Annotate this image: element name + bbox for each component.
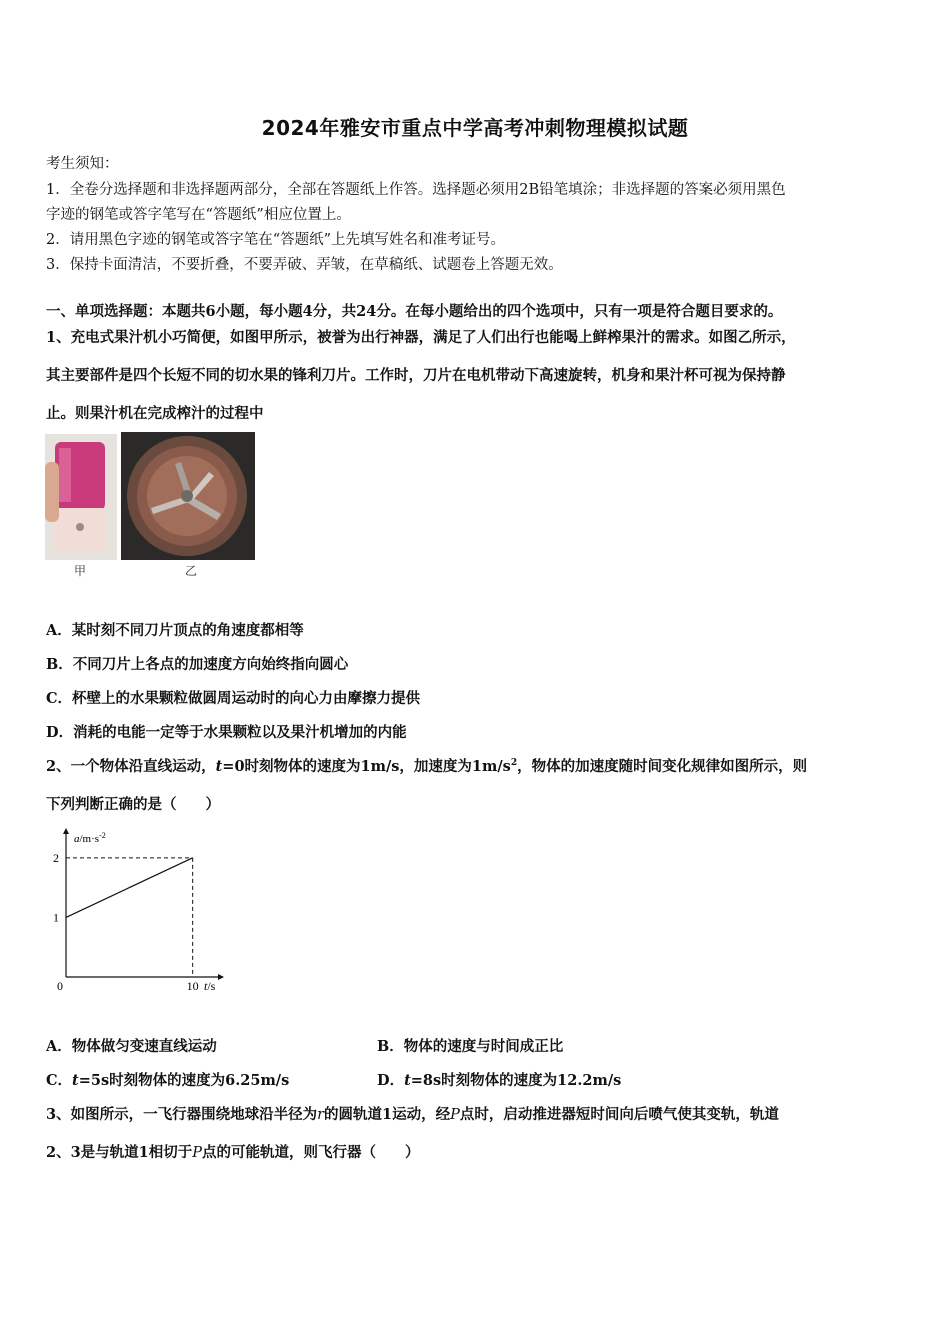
q1-stem-3: 止。则果汁机在完成榨汁的过程中 <box>46 405 264 422</box>
q2-option-b: B．物体的速度与时间成正比 <box>377 1038 564 1055</box>
q3-p1: P <box>450 1107 460 1123</box>
x-tick-label: 10 <box>186 979 199 993</box>
q3-p2: P <box>192 1145 203 1161</box>
y-label-unit: /m·s <box>79 833 100 845</box>
q3-part1: 3、如图所示，一飞行器围绕地球沿半径为 <box>46 1106 318 1123</box>
q2-option-d-label: D． <box>377 1072 405 1089</box>
q3-stem-1 <box>46 1103 779 1124</box>
notice-item-1a: 1．全卷分选择题和非选择题两部分，全部在答题纸上作答。选择题必须用2B铅笔填涂；非选择题的答案必须用黑色 <box>46 182 786 198</box>
q3-part2: 的圆轨道1运动，经 <box>324 1106 451 1123</box>
y-label-var: a <box>74 833 80 845</box>
x-axis-label <box>204 979 216 993</box>
q1-stem-1: 1、充电式果汁机小巧简便，如图甲所示，被誉为出行神器，满足了人们出行也能喝上鲜榨果汁的需求。如图乙所示， <box>46 329 796 346</box>
q3-part3: 点时，启动推进器短时间向后喷气使其变轨，轨道 <box>459 1106 779 1123</box>
x-axis-arrow <box>218 974 224 980</box>
y-tick-label: 2 <box>53 850 59 865</box>
notice-item-1b: 字迹的钢笔或答字笔写在“答题纸”相应位置上。 <box>46 207 351 223</box>
x-label-var: t <box>204 979 208 993</box>
q2-option-d-text: =8s时刻物体的速度为12.2m/s <box>410 1072 622 1089</box>
acceleration-time-chart <box>40 820 240 1000</box>
q2-option-c-text: =5s时刻物体的速度为6.25m/s <box>78 1072 290 1089</box>
q3-r: r <box>317 1107 325 1123</box>
q3-stem-2 <box>46 1141 420 1162</box>
q2-option-c-label: C． <box>46 1072 73 1089</box>
notice-heading: 考生须知： <box>46 156 119 172</box>
q2-stem-t: t <box>215 758 223 775</box>
q1-option-c: C．杯壁上的水果颗粒做圆周运动时的向心力由摩擦力提供 <box>46 690 421 707</box>
q2-stem-part3: ，物体的加速度随时间变化规律如图所示，则 <box>517 758 808 775</box>
q3-part5: 点的可能轨道，则飞行器（ ） <box>202 1144 420 1161</box>
q2-stem-part2: =0时刻物体的速度为1m/s，加速度为1m/s <box>222 758 511 775</box>
q1-stem-2: 其主要部件是四个长短不同的切水果的锋利刀片。工作时，刀片在电机带动下高速旋转，机身和果汁杯可视为保持静 <box>46 367 786 384</box>
blade-photo <box>121 432 255 564</box>
juicer-photo <box>45 434 117 564</box>
x-tick-label: 0 <box>57 979 63 993</box>
q1-option-a: A．某时刻不同刀片顶点的角速度都相等 <box>46 622 304 639</box>
x-label-unit: /s <box>207 979 216 993</box>
q3-part4: 2、3是与轨道1相切于 <box>46 1144 193 1161</box>
q2-option-d-t: t <box>404 1072 411 1089</box>
q1-option-b: B．不同刀片上各点的加速度方向始终指向圆心 <box>46 656 349 673</box>
data-line <box>66 858 193 918</box>
notice-item-3: 3．保持卡面清洁，不要折叠，不要弄破、弄皱，在草稿纸、试题卷上答题无效。 <box>46 257 563 273</box>
q2-option-d <box>377 1069 621 1090</box>
q1-option-d: D．消耗的电能一定等于水果颗粒以及果汁机增加的内能 <box>46 724 407 741</box>
section-heading: 一、单项选择题：本题共6小题，每小题4分，共24分。在每小题给出的四个选项中，只有一项是符合题目要求的。 <box>46 303 783 320</box>
y-tick-label: 1 <box>53 910 59 925</box>
notice-item-2: 2．请用黑色字迹的钢笔或答字笔在“答题纸”上先填写姓名和准考证号。 <box>46 232 506 248</box>
caption-jia: 甲 <box>74 564 87 578</box>
q2-option-c-t: t <box>72 1072 79 1089</box>
exam-title: 2024年雅安市重点中学高考冲刺物理模拟试题 <box>261 116 689 140</box>
y-label-exp: -2 <box>99 831 106 840</box>
q2-stem-1 <box>46 755 807 776</box>
q2-option-c <box>46 1069 289 1090</box>
q2-stem-part1: 2、一个物体沿直线运动， <box>46 758 216 775</box>
y-axis-label <box>74 831 106 845</box>
q2-stem-sup: 2 <box>510 758 518 769</box>
caption-yi: 乙 <box>185 564 198 578</box>
q2-option-a: A．物体做匀变速直线运动 <box>46 1038 217 1055</box>
y-axis-arrow <box>63 828 69 834</box>
q2-stem-2: 下列判断正确的是（ ） <box>46 796 220 813</box>
